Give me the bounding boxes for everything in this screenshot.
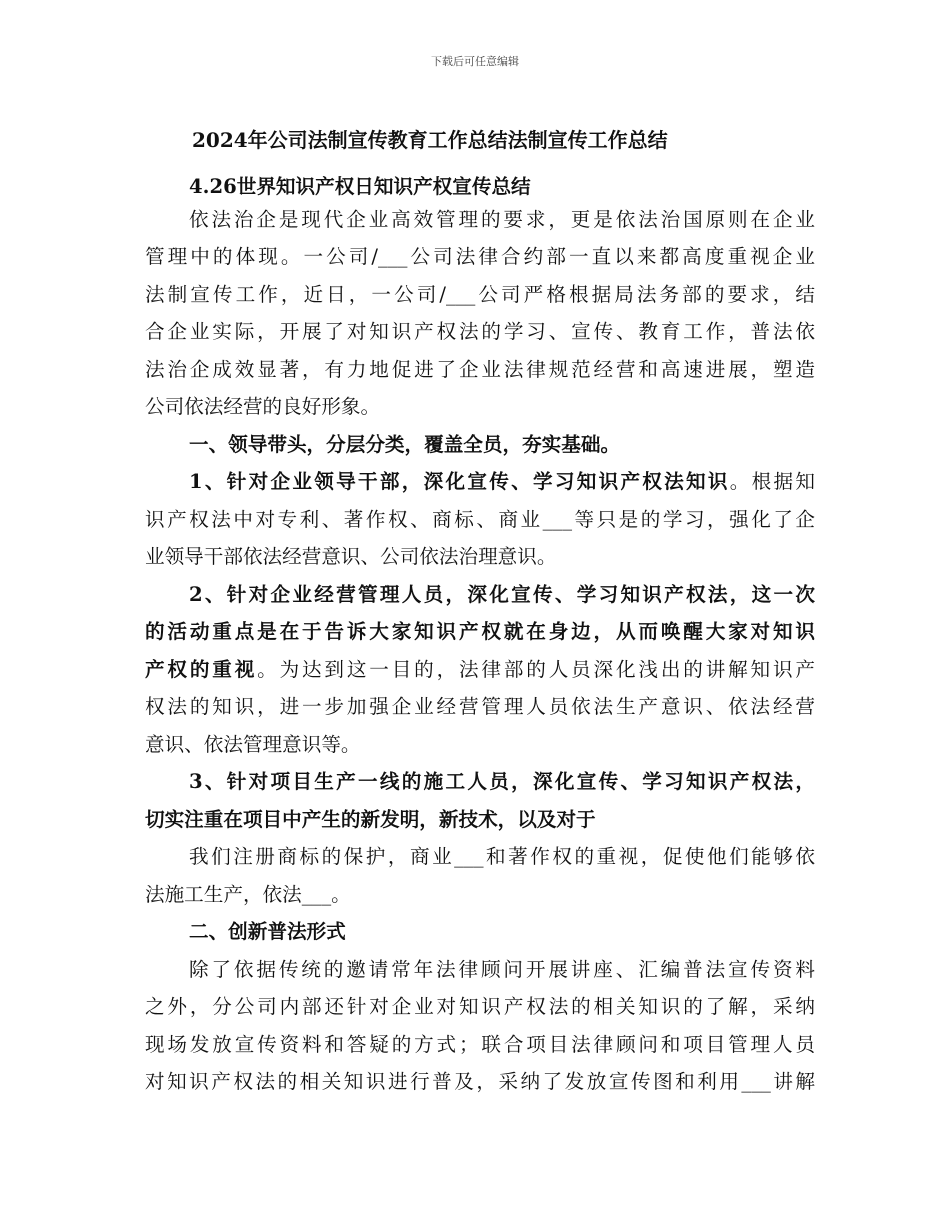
normal-text: 。为达到这一目的，法律部的人员深化浅出的讲解知识产 bbox=[257, 658, 815, 681]
bold-lead-text: 1、针对企业领导干部，深化宣传、学习知识产权法知识 bbox=[189, 470, 730, 493]
paragraph-line: 3、针对项目生产一线的施工人员，深化宣传、学习知识产权法， bbox=[189, 770, 815, 793]
paragraph-line bbox=[145, 655, 815, 685]
paragraph-line: 法制宣传工作，近日，一公司/___公司严格根据局法务部的要求，结 bbox=[145, 283, 815, 306]
section-heading-one: 一、领导带头，分层分类，覆盖全员，夯实基础。 bbox=[189, 433, 621, 456]
page-header-note: 下载后可任意编辑 bbox=[431, 55, 519, 68]
paragraph-line: 权法的知识，进一步加强企业经营管理人员依法生产意识、依法经营 bbox=[145, 695, 815, 718]
paragraph-line: 对知识产权法的相关知识进行普及，采纳了发放宣传图和利用___讲解 bbox=[145, 1070, 815, 1093]
paragraph-line: 管理中的体现。一公司/___公司法律合约部一直以来都高度重视企业 bbox=[145, 245, 815, 268]
paragraph-line: 2、针对企业经营管理人员，深化宣传、学习知识产权法，这一次 bbox=[189, 583, 815, 606]
document-title: 2024年公司法制宣传教育工作总结法制宣传工作总结 bbox=[192, 128, 668, 152]
paragraph-line: 切实注重在项目中产生的新发明，新技术，以及对于 bbox=[145, 808, 596, 831]
paragraph-line: 现场发放宣传资料和答疑的方式；联合项目法律顾问和项目管理人员 bbox=[145, 1033, 815, 1056]
paragraph-line: 依法治企是现代企业高效管理的要求，更是依法治国原则在企业 bbox=[189, 208, 815, 231]
paragraph-line: 识产权法中对专利、著作权、商标、商业___等只是的学习，强化了企 bbox=[145, 508, 815, 531]
paragraph-line: 之外，分公司内部还针对企业对知识产权法的相关知识的了解，采纳 bbox=[145, 995, 815, 1018]
paragraph-line: 的活动重点是在于告诉大家知识产权就在身边，从而唤醒大家对知识 bbox=[145, 620, 815, 643]
bold-lead-text: 产权的重视 bbox=[145, 658, 258, 681]
paragraph-line: 法施工生产，依法___。 bbox=[145, 883, 351, 906]
paragraph-line: 除了依据传统的邀请常年法律顾问开展讲座、汇编普法宣传资料 bbox=[189, 958, 815, 981]
paragraph-line: 合企业实际，开展了对知识产权法的学习、宣传、教育工作，普法依 bbox=[145, 320, 815, 343]
paragraph-line: 公司依法经营的良好形象。 bbox=[145, 395, 381, 418]
paragraph-line bbox=[189, 467, 815, 497]
paragraph-line: 意识、依法管理意识等。 bbox=[145, 733, 361, 756]
section-heading-world-ip-day: 4.26世界知识产权日知识产权宣传总结 bbox=[189, 175, 531, 198]
paragraph-line: 业领导干部依法经营意识、公司依法治理意识。 bbox=[145, 545, 557, 568]
section-heading-two: 二、创新普法形式 bbox=[189, 920, 346, 943]
normal-text: 。根据知 bbox=[729, 470, 815, 493]
paragraph-line: 我们注册商标的保护，商业___和著作权的重视，促使他们能够依 bbox=[189, 845, 815, 868]
paragraph-line: 法治企成效显著，有力地促进了企业法律规范经营和高速进展，塑造 bbox=[145, 358, 815, 381]
